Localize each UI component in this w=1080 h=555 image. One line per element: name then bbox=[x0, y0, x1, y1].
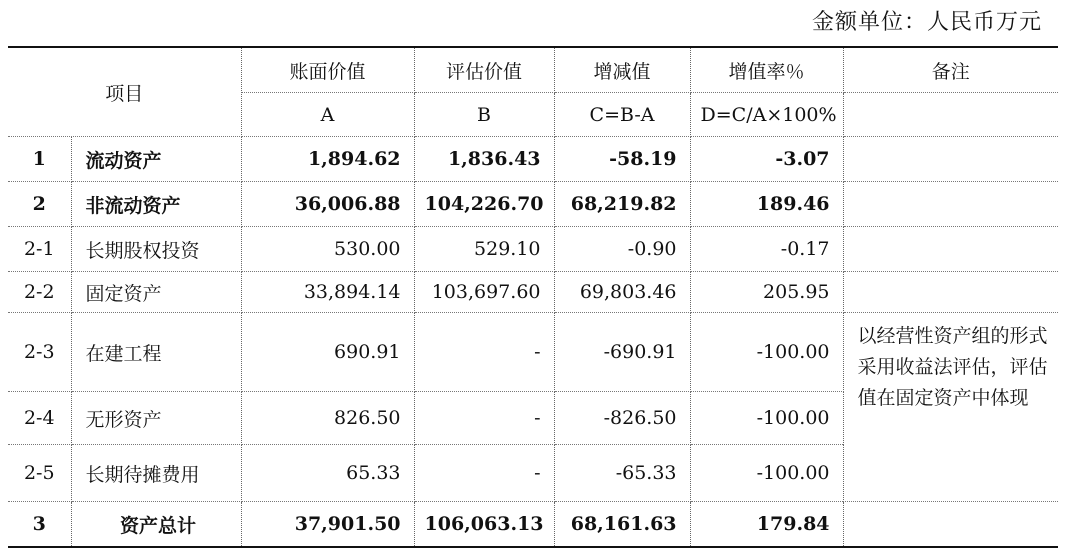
header-remark: 备注 bbox=[843, 47, 1058, 93]
row-change-rate: -100.00 bbox=[690, 313, 843, 392]
table-row bbox=[8, 137, 1058, 182]
row-book-value: 36,006.88 bbox=[241, 182, 414, 227]
row-index: 1 bbox=[8, 137, 71, 182]
table-row bbox=[8, 182, 1058, 227]
row-book-value: 530.00 bbox=[241, 227, 414, 272]
row-item: 无形资产 bbox=[71, 392, 241, 445]
header-formula-remark bbox=[843, 93, 1058, 137]
row-item: 在建工程 bbox=[71, 313, 241, 392]
row-change-rate: -100.00 bbox=[690, 392, 843, 445]
row-book-value: 33,894.14 bbox=[241, 272, 414, 313]
header-formula-d: D=C/A×100% bbox=[690, 93, 843, 137]
row-book-value: 690.91 bbox=[241, 313, 414, 392]
row-change: 68,219.82 bbox=[554, 182, 690, 227]
header-appraised-value: 评估价值 bbox=[414, 47, 554, 93]
row-book-value: 65.33 bbox=[241, 445, 414, 502]
row-index: 2-5 bbox=[8, 445, 71, 502]
header-book-value: 账面价值 bbox=[241, 47, 414, 93]
row-change-rate: -3.07 bbox=[690, 137, 843, 182]
header-item: 项目 bbox=[8, 47, 241, 137]
row-appraised-value: 104,226.70 bbox=[414, 182, 554, 227]
table-row bbox=[8, 227, 1058, 272]
row-change-rate: -0.17 bbox=[690, 227, 843, 272]
row-index: 2-1 bbox=[8, 227, 71, 272]
table-row bbox=[8, 313, 1058, 392]
row-appraised-value: 1,836.43 bbox=[414, 137, 554, 182]
row-change: -0.90 bbox=[554, 227, 690, 272]
table-row bbox=[8, 272, 1058, 313]
header-change: 增减值 bbox=[554, 47, 690, 93]
row-change: -690.91 bbox=[554, 313, 690, 392]
row-change-rate: 189.46 bbox=[690, 182, 843, 227]
row-change: -58.19 bbox=[554, 137, 690, 182]
row-remark bbox=[843, 137, 1058, 182]
currency-unit-label: 金额单位：人民币万元 bbox=[811, 10, 1042, 35]
asset-valuation-table bbox=[8, 46, 1058, 548]
row-appraised-value: - bbox=[414, 313, 554, 392]
row-index: 2-2 bbox=[8, 272, 71, 313]
remark-note: 以经营性资产组的形式采用收益法评估，评估值在固定资产中体现 bbox=[843, 313, 1058, 502]
header-formula-b: B bbox=[414, 93, 554, 137]
row-appraised-value: 103,697.60 bbox=[414, 272, 554, 313]
row-change-rate: 205.95 bbox=[690, 272, 843, 313]
row-appraised-value: 106,063.13 bbox=[414, 502, 554, 548]
header-formula-c: C=B-A bbox=[554, 93, 690, 137]
header-row bbox=[8, 47, 1058, 93]
header-formula-a: A bbox=[241, 93, 414, 137]
row-book-value: 37,901.50 bbox=[241, 502, 414, 548]
row-change: 69,803.46 bbox=[554, 272, 690, 313]
row-remark bbox=[843, 182, 1058, 227]
row-change-rate: -100.00 bbox=[690, 445, 843, 502]
row-index: 3 bbox=[8, 502, 71, 548]
row-index: 2 bbox=[8, 182, 71, 227]
row-index: 2-4 bbox=[8, 392, 71, 445]
row-remark bbox=[843, 227, 1058, 272]
row-remark bbox=[843, 272, 1058, 313]
row-book-value: 826.50 bbox=[241, 392, 414, 445]
row-index: 2-3 bbox=[8, 313, 71, 392]
row-change: -826.50 bbox=[554, 392, 690, 445]
row-item: 资产总计 bbox=[71, 502, 241, 548]
table-row-total bbox=[8, 502, 1058, 548]
row-change: -65.33 bbox=[554, 445, 690, 502]
row-appraised-value: - bbox=[414, 392, 554, 445]
row-change-rate: 179.84 bbox=[690, 502, 843, 548]
row-appraised-value: 529.10 bbox=[414, 227, 554, 272]
row-remark bbox=[843, 502, 1058, 548]
row-appraised-value: - bbox=[414, 445, 554, 502]
row-item: 流动资产 bbox=[71, 137, 241, 182]
row-item: 长期待摊费用 bbox=[71, 445, 241, 502]
row-item: 非流动资产 bbox=[71, 182, 241, 227]
row-item: 固定资产 bbox=[71, 272, 241, 313]
header-change-rate: 增值率％ bbox=[690, 47, 843, 93]
row-item: 长期股权投资 bbox=[71, 227, 241, 272]
row-book-value: 1,894.62 bbox=[241, 137, 414, 182]
row-change: 68,161.63 bbox=[554, 502, 690, 548]
